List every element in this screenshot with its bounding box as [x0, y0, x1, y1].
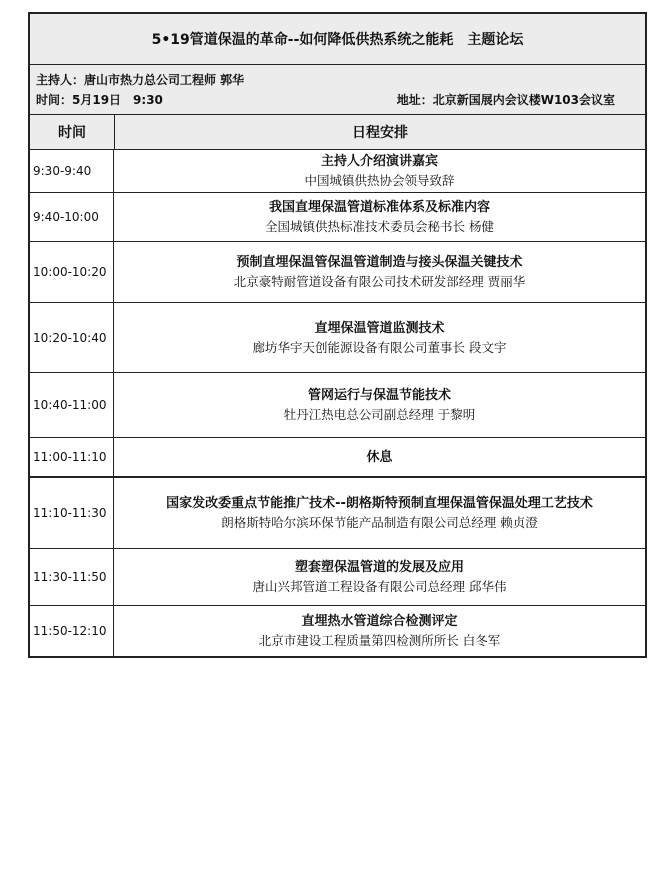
row-speaker: 北京市建设工程质量第四检测所所长 白冬军	[258, 633, 501, 648]
table-header	[30, 115, 645, 150]
row-time: 11:30-11:50	[30, 549, 114, 605]
table-row	[30, 303, 645, 373]
row-time: 11:00-11:10	[30, 438, 114, 476]
forum-title: 5•19管道保温的革命--如何降低供热系统之能耗 主题论坛	[30, 14, 645, 65]
row-topic: 直埋热水管道综合检测评定	[301, 614, 458, 629]
row-topic: 塑套塑保温管道的发展及应用	[294, 560, 464, 575]
row-time: 9:40-10:00	[30, 193, 114, 241]
row-topic: 直埋保温管道监测技术	[314, 320, 445, 336]
table-row	[30, 193, 645, 242]
row-speaker: 北京豪特耐管道设备有限公司技术研发部经理 贾丽华	[233, 274, 526, 289]
row-topic: 主持人介绍演讲嘉宾	[320, 154, 438, 169]
table-row	[30, 150, 645, 193]
row-time: 10:00-10:20	[30, 242, 114, 302]
row-topic: 我国直埋保温管道标准体系及标准内容	[268, 200, 490, 215]
row-time: 9:30-9:40	[30, 150, 114, 192]
row-time: 11:10-11:30	[30, 478, 114, 548]
row-time: 11:50-12:10	[30, 606, 114, 656]
table-row	[30, 549, 645, 606]
row-speaker: 廊坊华宇天创能源设备有限公司董事长 段文宇	[252, 339, 507, 355]
time-address-line	[36, 89, 639, 109]
row-speaker: 全国城镇供热标准技术委员会秘书长 杨健	[265, 219, 494, 234]
row-speaker: 牡丹江热电总公司副总经理 于黎明	[283, 407, 476, 422]
row-speaker: 唐山兴邦管道工程设备有限公司总经理 邱华伟	[252, 579, 507, 594]
row-topic: 休息	[366, 449, 393, 465]
table-row	[30, 438, 645, 478]
host-line: 主持人：唐山市热力总公司工程师 郭华	[36, 72, 245, 87]
row-topic: 管网运行与保温节能技术	[307, 388, 451, 403]
row-speaker: 朗格斯特哈尔滨环保节能产品制造有限公司总经理 赖贞澄	[221, 515, 538, 530]
table-row	[30, 606, 645, 656]
meeting-info	[30, 65, 645, 115]
schedule-table	[28, 12, 647, 658]
header-time: 时间	[30, 115, 115, 149]
row-topic: 国家发改委重点节能推广技术--朗格斯特预制直埋保温管保温处理工艺技术	[166, 496, 593, 511]
table-row	[30, 373, 645, 438]
table-row	[30, 478, 645, 549]
meeting-time: 时间：5月19日 9:30	[36, 92, 163, 107]
row-time: 10:20-10:40	[30, 303, 114, 372]
row-speaker: 中国城镇供热协会领导致辞	[304, 173, 455, 188]
table-row	[30, 242, 645, 303]
row-topic: 预制直埋保温管保温管道制造与接头保温关键技术	[236, 255, 523, 270]
row-time: 10:40-11:00	[30, 373, 114, 437]
meeting-address: 地址：北京新国展内会议楼W103会议室	[396, 92, 615, 107]
header-schedule: 日程安排	[352, 125, 408, 141]
